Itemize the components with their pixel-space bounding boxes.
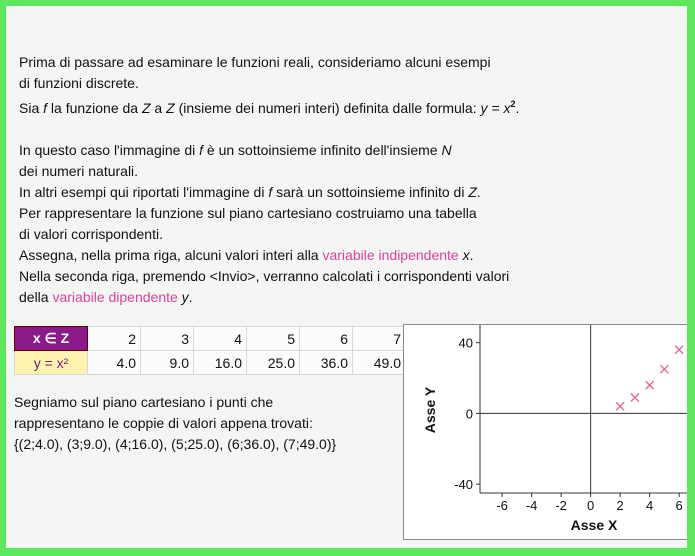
table-header-x: x ∈ Z	[15, 327, 88, 351]
values-table	[14, 326, 406, 375]
intro-line: Nella seconda riga, premendo <Invio>, verranno calcolati i corrispondenti valori	[19, 268, 510, 284]
x-axis-label: Asse X	[570, 517, 618, 533]
x-tick-label: 0	[587, 498, 595, 513]
x-input-cell[interactable]: 4	[194, 327, 247, 351]
data-point	[631, 394, 639, 402]
x-tick-label: -4	[525, 498, 538, 513]
x-tick-label: -6	[496, 498, 508, 513]
y-tick-label: 0	[465, 406, 473, 422]
points-description	[14, 392, 404, 455]
x-tick-label: 4	[646, 498, 654, 513]
points-line: Segniamo sul piano cartesiano i punti che	[14, 394, 274, 410]
y-value-cell: 9.0	[141, 351, 194, 375]
cartesian-plot[interactable]	[403, 324, 687, 540]
x-input-cell[interactable]: 7	[353, 327, 406, 351]
y-value-cell: 4.0	[88, 351, 141, 375]
y-tick-label: -40	[454, 477, 473, 493]
points-line: rappresentano le coppie di valori appena trovati:	[14, 415, 313, 431]
intro-line: di valori corrispondenti.	[19, 226, 163, 242]
intro-text	[19, 52, 679, 308]
x-input-cell[interactable]: 2	[88, 327, 141, 351]
data-point	[616, 402, 624, 410]
intro-line: In questo caso l'immagine di f è un sottoinsieme infinito dell'insieme N	[19, 142, 452, 158]
intro-line: di funzioni discrete.	[19, 75, 139, 91]
intro-line: della variabile dipendente y.	[19, 289, 193, 305]
content-panel	[6, 6, 687, 548]
table-header-y: y = x²	[15, 351, 88, 375]
x-tick-label: 2	[616, 498, 624, 513]
intro-line: Per rappresentare la funzione sul piano cartesiano costruiamo una tabella	[19, 205, 477, 221]
intro-line: dei numeri naturali.	[19, 163, 139, 179]
data-point	[660, 365, 668, 373]
independent-variable-link[interactable]: variabile indipendente	[322, 247, 459, 263]
x-input-cell[interactable]: 6	[300, 327, 353, 351]
intro-line: Assegna, nella prima riga, alcuni valori interi alla variabile indipendente x.	[19, 247, 474, 263]
intro-line: In altri esempi qui riportati l'immagine di f sarà un sottoinsieme infinito di Z.	[19, 184, 481, 200]
points-list: {(2;4.0), (3;9.0), (4;16.0), (5;25.0), (6;36.0), (7;49.0)}	[14, 436, 337, 452]
x-input-cell[interactable]: 3	[141, 327, 194, 351]
intro-line: Prima di passare ad esaminare le funzioni reali, consideriamo alcuni esempi	[19, 54, 491, 70]
table-row-y	[15, 351, 406, 375]
y-axis-label: Asse Y	[422, 386, 438, 434]
data-point	[675, 346, 683, 354]
x-input-cell[interactable]: 5	[247, 327, 300, 351]
y-tick-label: 40	[458, 335, 473, 351]
data-point	[646, 381, 654, 389]
table-row-x	[15, 327, 406, 351]
intro-line: Sia f la funzione da Z a Z (insieme dei numeri interi) definita dalle formula: $y = x^2$.	[19, 99, 520, 116]
y-value-cell: 16.0	[194, 351, 247, 375]
x-tick-label: 6	[675, 498, 683, 513]
y-value-cell: 36.0	[300, 351, 353, 375]
x-tick-label: -2	[555, 498, 567, 513]
plot-canvas	[404, 325, 687, 539]
y-value-cell: 25.0	[247, 351, 300, 375]
y-value-cell: 49.0	[353, 351, 406, 375]
dependent-variable-link[interactable]: variabile dipendente	[52, 289, 178, 305]
